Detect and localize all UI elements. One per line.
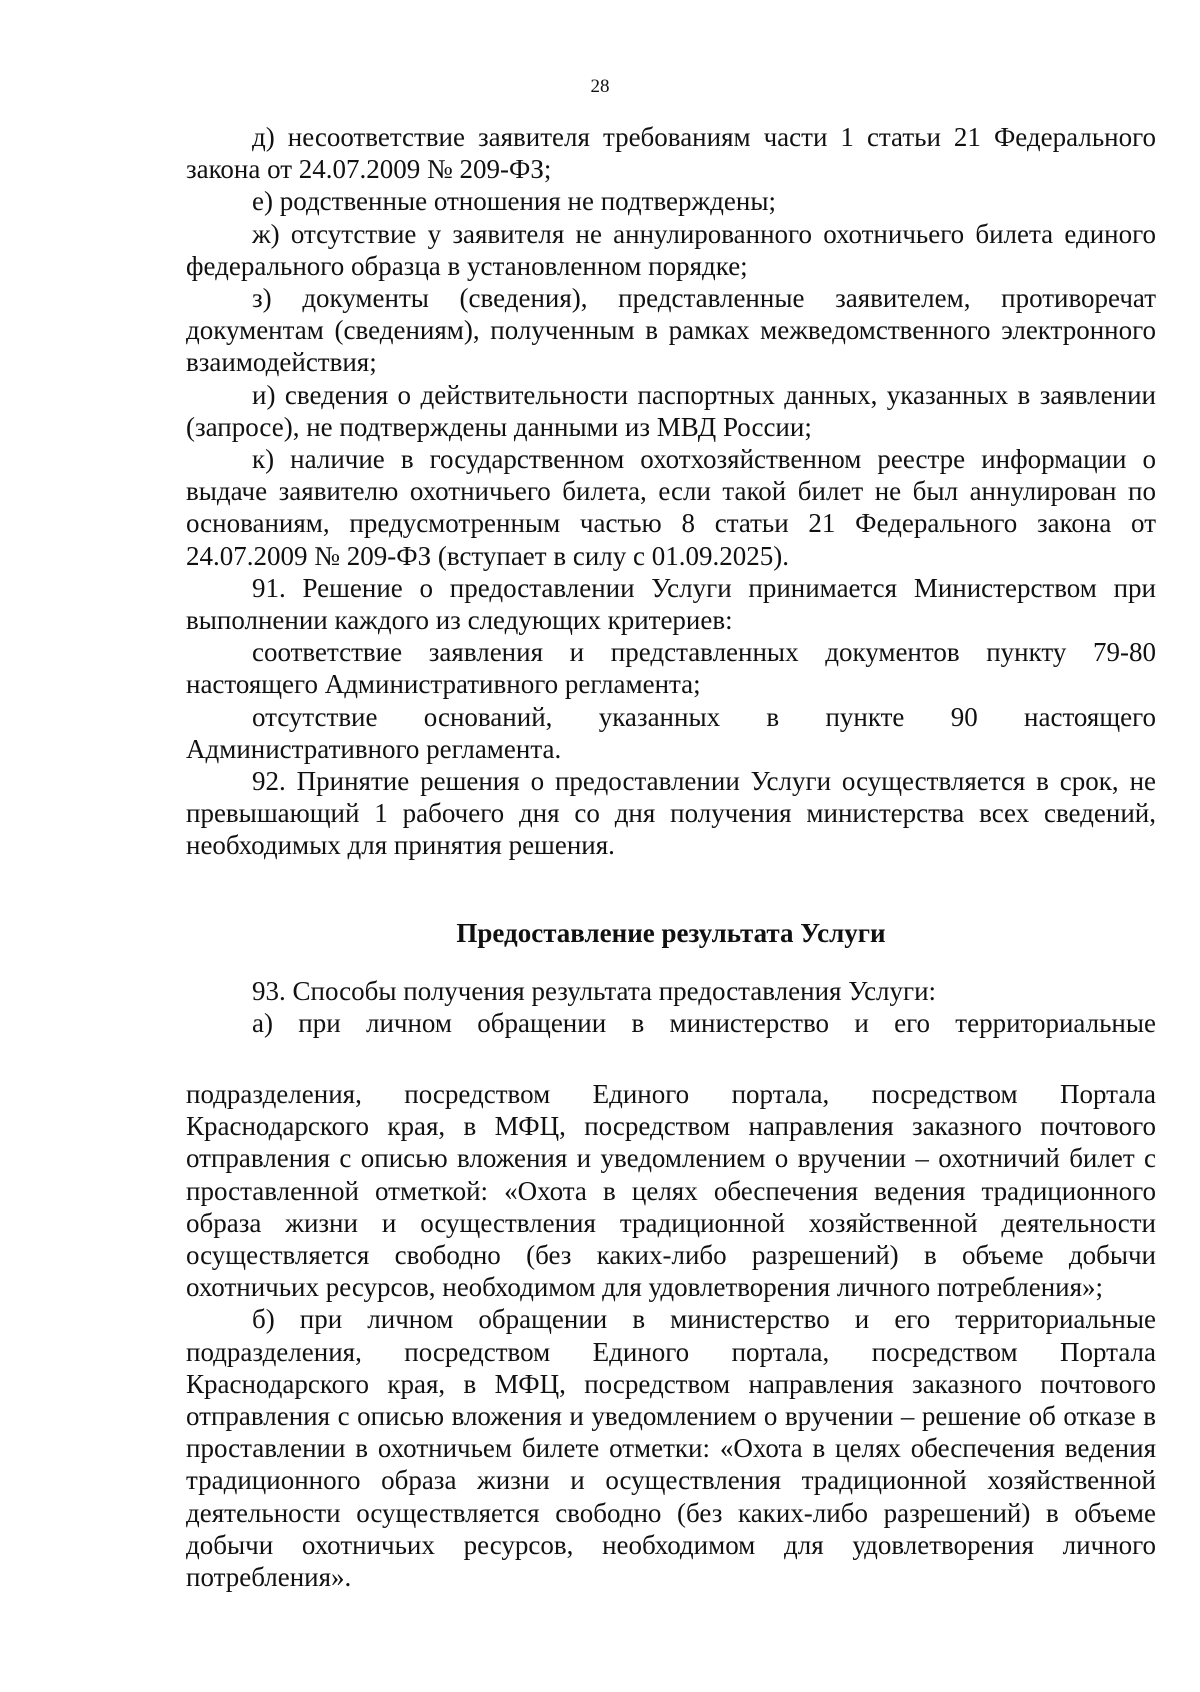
paragraph-item-a-start: а) при личном обращении в министерство и его территориальные xyxy=(252,1008,1156,1039)
paragraph-item-i: и) сведения о действительности паспортных данных, указанных в заявлении (запросе), не подтверждены данными из МВД России; xyxy=(186,379,1156,442)
paragraph-91: 91. Решение о предоставлении Услуги принимается Министерством при выполнении каждого из следующих критериев: xyxy=(186,572,1156,636)
section-heading: Предоставление результата Услуги xyxy=(456,918,886,948)
paragraph-item-k: к) наличие в государственном охотхозяйственном реестре информации о выдаче заявителю охотничьего билета, если такой билет не был аннулирован по основаниям, предусмотренным частью 8 статьи 21 Федерального закона от 24.07.2009 № 209-ФЗ (вступает в силу с 01.09.2025). xyxy=(186,444,1156,571)
paragraph-item-d: д) несоответствие заявителя требованиям части 1 статьи 21 Федерального закона от 24.07.2009 № 209-ФЗ; xyxy=(186,122,1156,185)
paragraph-criterion-1: соответствие заявления и представленных документов пункту 79-80 настоящего Административного регламента; xyxy=(186,637,1156,700)
section-result-methods xyxy=(186,975,1156,1039)
paragraph-criterion-2: отсутствие оснований, указанных в пункте 90 настоящего Административного регламента. xyxy=(186,701,1156,764)
paragraph-93: 93. Способы получения результата предоставления Услуги: xyxy=(252,976,937,1006)
paragraph-item-b: б) при личном обращении в министерство и его территориальные подразделения, посредством Единого портала, посредством Портала Краснодарского края, в МФЦ, посредством направления заказного почтового отправления с описью вложения и уведомлением о вручении – решение об отказе в проставлении в охотничьем билете отметки: «Охота в целях обеспечения ведения традиционного образа жизни и осуществления традиционной хозяйственной деятельности осуществляется свободно (без каких-либо разрешений) в объеме добычи охотничьих ресурсов, необходимом для удовлетворения личного потребления». xyxy=(186,1304,1156,1593)
paragraph-item-zh: ж) отсутствие у заявителя не аннулированного охотничьего билета единого федерального образца в установленном порядке; xyxy=(186,218,1156,281)
paragraph-item-z: з) документы (сведения), представленные заявителем, противоречат документам (сведениям), полученным в рамках межведомственного электронного взаимодействия; xyxy=(186,283,1156,378)
section-result-methods-continued xyxy=(186,1078,1156,1593)
page-number: 28 xyxy=(590,76,610,97)
paragraph-item-e: е) родственные отношения не подтверждены; xyxy=(252,186,776,217)
paragraph-92: 92. Принятие решения о предоставлении Услуги осуществляется в срок, не превышающий 1 рабочего дня со дня получения министерства всех сведений, необходимых для принятия решения. xyxy=(186,766,1156,861)
paragraph-item-a-continued: подразделения, посредством Единого портала, посредством Портала Краснодарского края, в МФЦ, посредством направления заказного почтового отправления с описью вложения и уведомлением о вручении – охотничий билет с проставленной отметкой: «Охота в целях обеспечения ведения традиционного образа жизни и осуществления традиционной хозяйственной деятельности осуществляется свободно (без каких-либо разрешений) в объеме добычи охотничьих ресурсов, необходимом для удовлетворения личного потребления»; xyxy=(186,1079,1156,1303)
section-grounds-and-decision xyxy=(186,121,1156,862)
